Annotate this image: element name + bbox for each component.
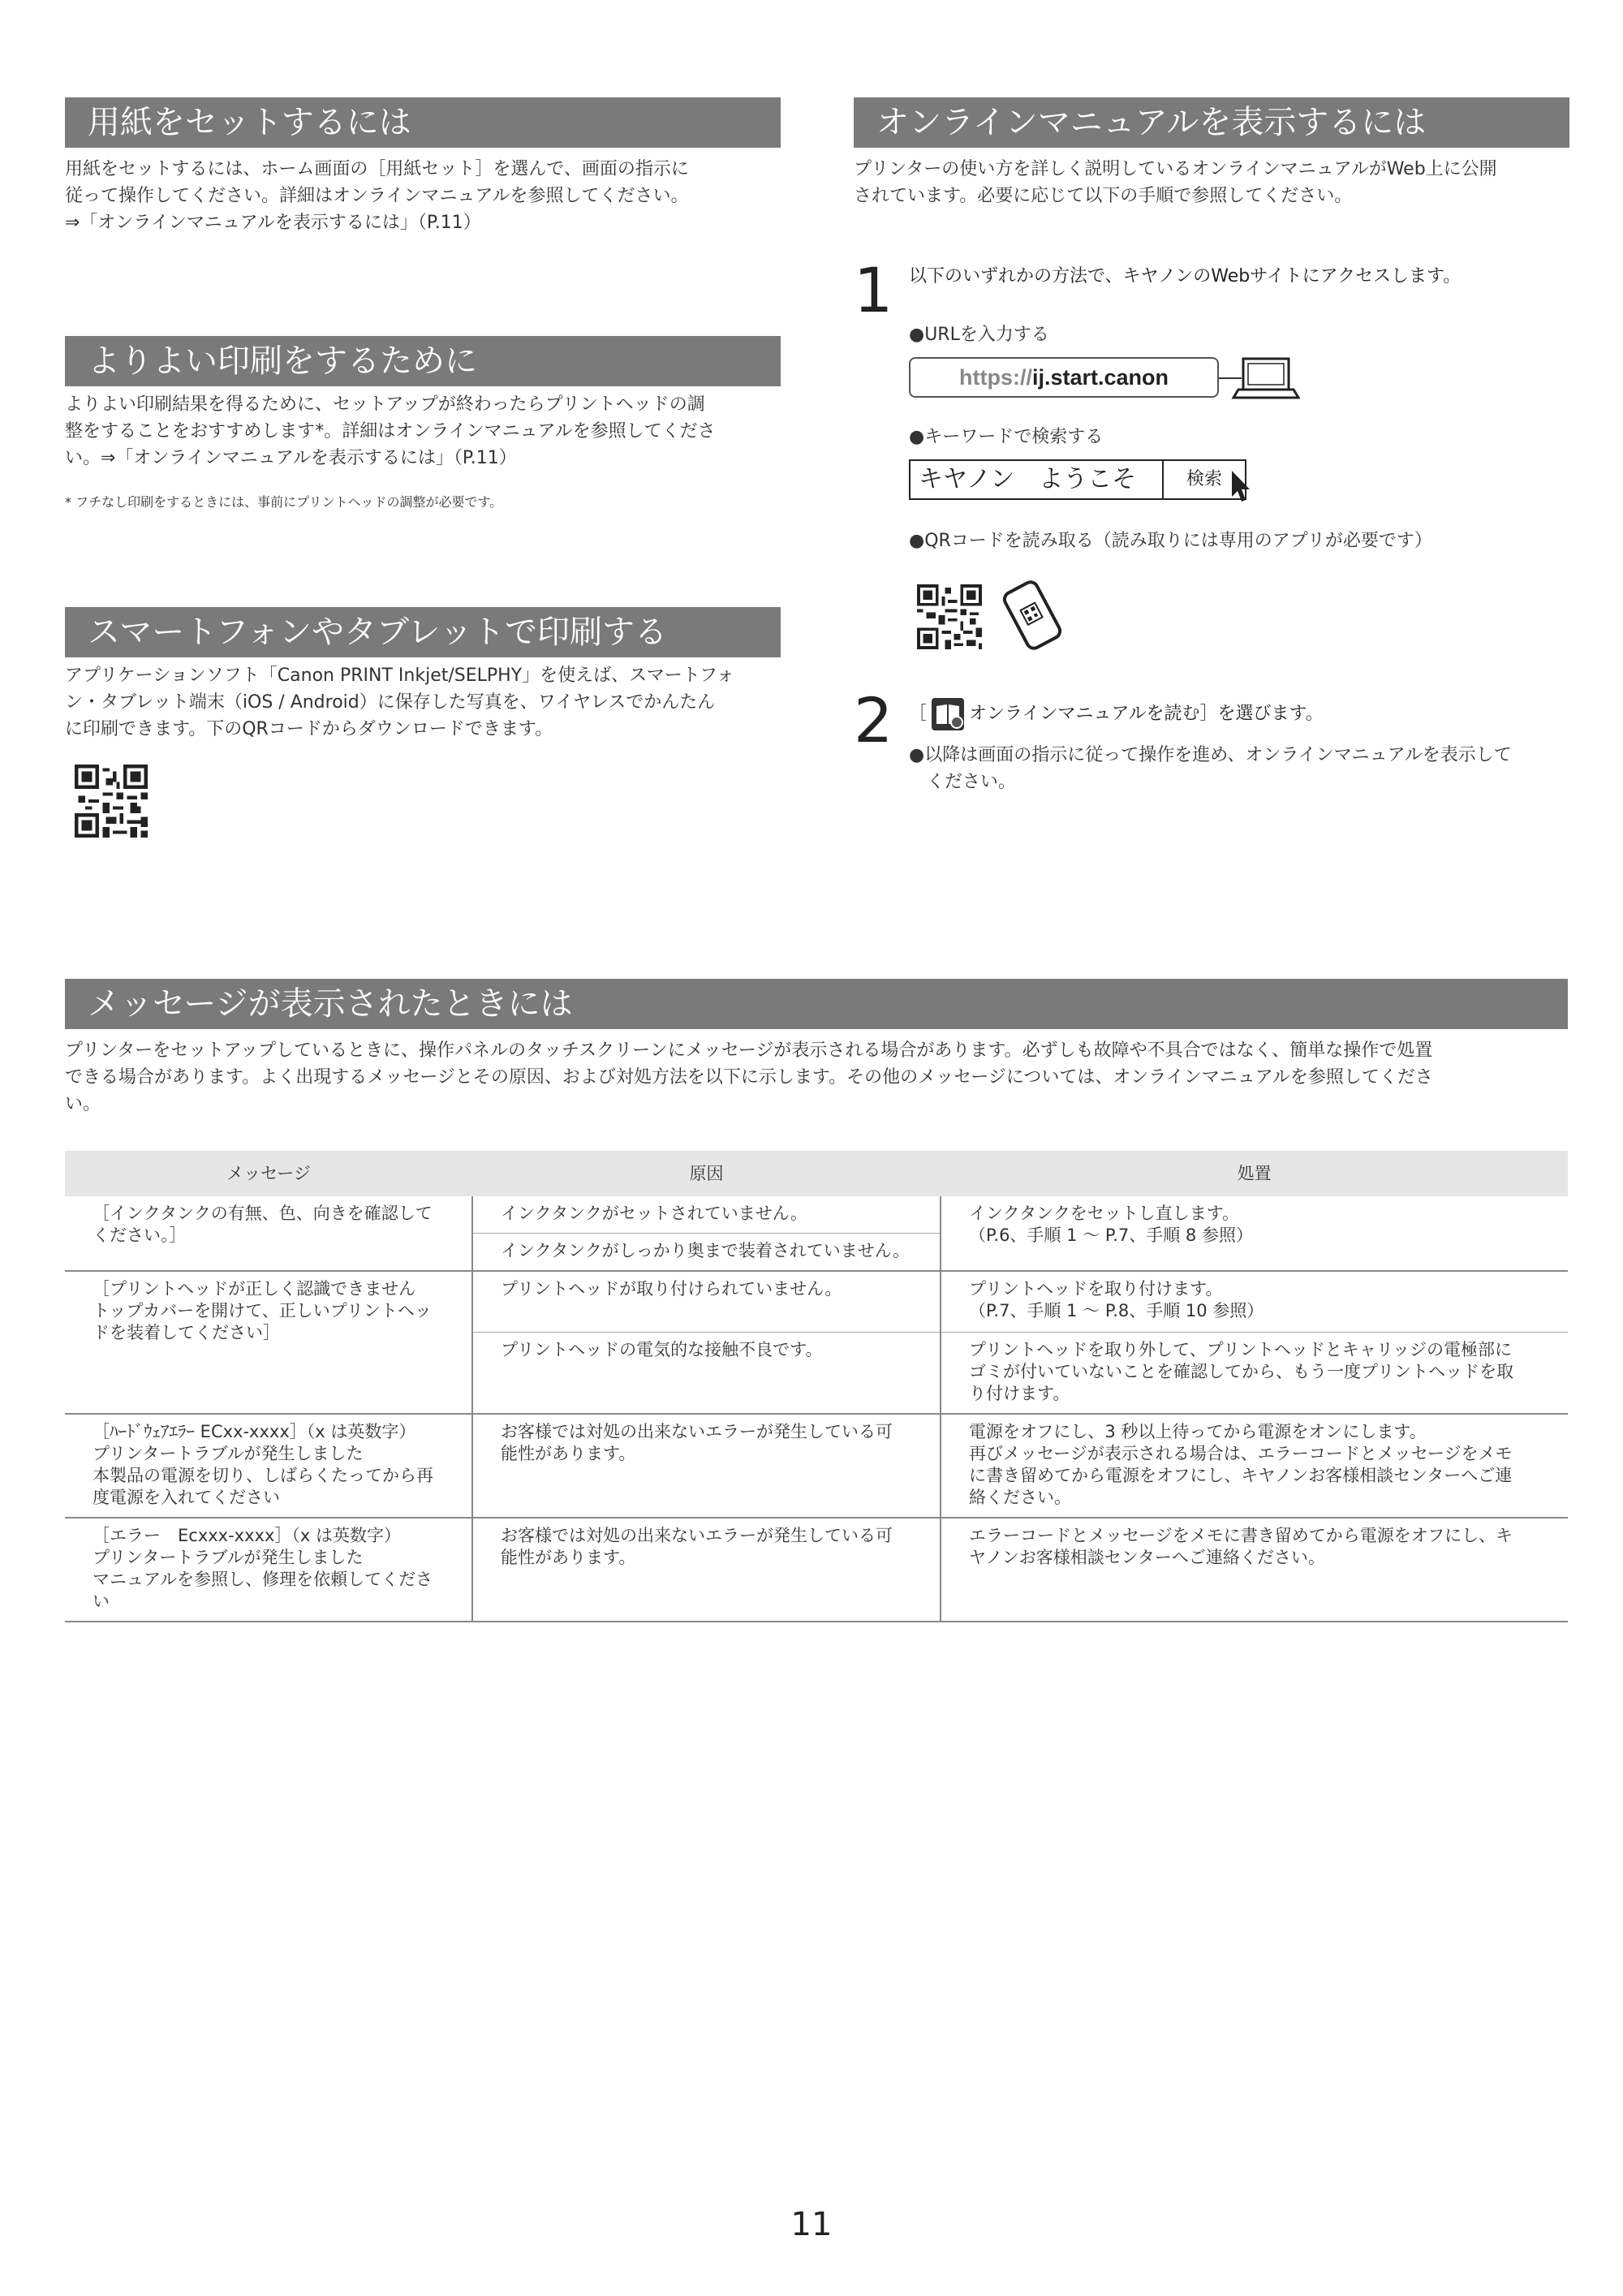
smartphone-body [65,662,734,743]
better-print-body [65,391,716,472]
messages-body [65,1037,1433,1118]
cell-line: ヤノンお客様相談センターへご連絡ください。 [969,1548,1325,1567]
cell-action [941,1196,1568,1271]
cell-line: お客様では対処の出来ないエラーが発生している可 [501,1422,893,1441]
messages-line: い。 [65,1094,101,1114]
better-print-footnote: * フチなし印刷をするときには、事前にプリントヘッドの調整が必要です。 [65,494,503,510]
cell-line: 再びメッセージが表示される場合は、エラーコードとメッセージをメモ [969,1444,1513,1463]
cell-line: 能性があります。 [501,1548,636,1567]
section-header-messages: メッセージが表示されたときには [65,979,1568,1029]
keyword-text: キヤノン ようこそ [919,465,1137,493]
step-2-text [909,698,1324,730]
step-2-bracket: ［ [909,704,928,724]
cell-line: プリンタートラブルが発生しました [93,1548,364,1567]
section-header-online-manual: オンラインマニュアルを表示するには [854,97,1569,148]
cell-message [65,1196,472,1271]
search-button: 検索 [1162,461,1245,498]
cell-cause: プリントヘッドが取り付けられていません。 [472,1271,941,1333]
smart-line: に印刷できます。下のQRコードからダウンロードできます。 [65,719,553,739]
cell-line: い [93,1592,110,1611]
cell-line: エラーコードとメッセージをメモに書き留めてから電源をオフにし、キ [969,1526,1513,1545]
section-header-smartphone: スマートフォンやタブレットで印刷する [65,607,781,657]
cell-line: お客様では対処の出来ないエラーが発生している可 [501,1526,893,1545]
cell-line: （P.6、手順 1 ～ P.7、手順 8 参照） [969,1226,1253,1245]
cell-line: ください。］ [93,1226,187,1245]
table-row [65,1271,1568,1333]
header-cause: 原因 [472,1151,941,1196]
message-table [65,1151,1568,1622]
step2-line: ●以降は画面の指示に従って操作を進め、オンラインマニュアルを表示して [909,745,1512,765]
table-header-row [65,1151,1568,1196]
online-manual-book-icon [932,698,964,730]
bullet-qr: ●QRコードを読み取る（読み取りには専用のアプリが必要です） [909,531,1432,551]
cell-cause [472,1518,941,1622]
cell-action [941,1271,1568,1333]
smart-line: アプリケーションソフト「Canon PRINT Inkjet/SELPHY」を使えば、スマートフォ [65,666,734,686]
url-prefix: https:// [958,364,1032,390]
cell-line: 度電源を入れてください [93,1488,280,1507]
keyword-search-box [909,459,1246,500]
cell-line: インクタンクをセットし直します。 [969,1204,1240,1223]
cell-action [941,1333,1568,1415]
laptop-icon [1219,354,1300,403]
cell-line: に書き留めてから電源をオフにし、キヤノンお客様相談センターへご連 [969,1466,1513,1485]
cell-line: プリンタートラブルが発生しました [93,1444,364,1463]
cell-cause: インクタンクがしっかり奥まで装着されていません。 [472,1234,941,1272]
messages-line: できる場合があります。よく出現するメッセージとその原因、および対処方法を以下に示します。その他のメッセージについては、オンラインマニュアルを参照してくださ [65,1067,1433,1088]
cell-line: ［プリントヘッドが正しく認識できません [93,1279,416,1299]
cell-cause: インクタンクがセットされていません。 [472,1196,941,1234]
cell-line: （P.7、手順 1 ～ P.8、手順 10 参照） [969,1301,1264,1320]
cell-message [65,1518,472,1622]
url-host: ij.start.canon [1031,364,1169,390]
cell-line: 電源をオフにし、3 秒以上待ってから電源をオンにします。 [969,1422,1427,1441]
cell-message [65,1414,472,1518]
cell-cause [472,1414,941,1518]
cell-action [941,1518,1568,1622]
cell-line: マニュアルを参照し、修理を依頼してくださ [93,1570,433,1589]
online-manual-body [854,156,1497,209]
cell-line: 能性があります。 [501,1444,636,1463]
paper-line: 用紙をセットするには、ホーム画面の［用紙セット］を選んで、画面の指示に [65,159,689,179]
table-row [65,1518,1568,1622]
online-line: プリンターの使い方を詳しく説明しているオンラインマニュアルがWeb上に公開 [854,159,1497,179]
cell-action [941,1414,1568,1518]
qr-code-icon [917,584,982,649]
cell-line: 絡ください。 [969,1488,1071,1507]
cell-cause: プリントヘッドの電気的な接触不良です。 [472,1333,941,1415]
step-number-1: 1 [854,254,893,326]
page-number: 11 [790,2206,833,2243]
cell-message [65,1271,472,1414]
step2-line: ください。 [927,772,1017,792]
header-action: 処置 [941,1151,1568,1196]
cell-line: プリントヘッドを取り外して、プリントヘッドとキャリッジの電極部に [969,1340,1513,1359]
qr-code-icon [75,765,148,838]
cell-line: ［インクタンクの有無、色、向きを確認して [93,1204,433,1223]
better-line: い。⇒「オンラインマニュアルを表示するには」（P.11） [65,448,517,468]
step-1-text: 以下のいずれかの方法で、キヤノンのWebサイトにアクセスします。 [909,266,1462,286]
messages-line: プリンターをセットアップしているときに、操作パネルのタッチスクリーンにメッセージが表示される場合があります。必ずしも故障や不具合ではなく、簡単な操作で処置 [65,1040,1433,1061]
cell-line: ［ﾊｰﾄﾞｳｪｱｴﾗｰ ECxx-xxxx］（x は英数字） [93,1422,416,1441]
table-row [65,1196,1568,1234]
step-2-bullet [909,742,1512,795]
url-box [909,357,1219,398]
step-2-label: オンラインマニュアルを読む］を選びます。 [969,704,1324,724]
paper-line: 従って操作してください。詳細はオンラインマニュアルを参照してください。 [65,186,689,206]
cell-line: ドを装着してください］ [93,1323,280,1342]
header-message: メッセージ [65,1151,472,1196]
cell-line: プリントヘッドを取り付けます。 [969,1279,1223,1299]
section-header-paper: 用紙をセットするには [65,97,781,148]
better-line: 整をすることをおすすめします*。詳細はオンラインマニュアルを参照してくださ [65,421,716,442]
section-header-better-print: よりよい印刷をするために [65,336,781,386]
online-line: されています。必要に応じて以下の手順で参照してください。 [854,186,1353,206]
cell-line: ゴミが付いていないことを確認してから、もう一度プリントヘッドを取 [969,1362,1514,1381]
table-row [65,1414,1568,1518]
better-line: よりよい印刷結果を得るために、セットアップが終わったらプリントヘッドの調 [65,394,705,415]
bullet-url: ●URLを入力する [909,325,1049,345]
step-number-2: 2 [854,684,893,756]
cell-line: り付けます。 [969,1384,1070,1403]
smartphone-qr-icon [1000,578,1065,653]
paper-line: ⇒「オンラインマニュアルを表示するには」（P.11） [65,213,481,233]
cell-line: ［エラー Ecxxx-xxxx］（x は英数字） [93,1526,401,1545]
cursor-arrow-icon [1230,469,1251,505]
paper-body [65,156,689,236]
bullet-keyword: ●キーワードで検索する [909,427,1104,447]
cell-line: 本製品の電源を切り、しばらくたってから再 [93,1466,433,1485]
smart-line: ン・タブレット端末（iOS / Android）に保存した写真を、ワイヤレスでかんたん [65,692,716,713]
cell-line: トップカバーを開けて、正しいプリントヘッ [93,1301,432,1320]
